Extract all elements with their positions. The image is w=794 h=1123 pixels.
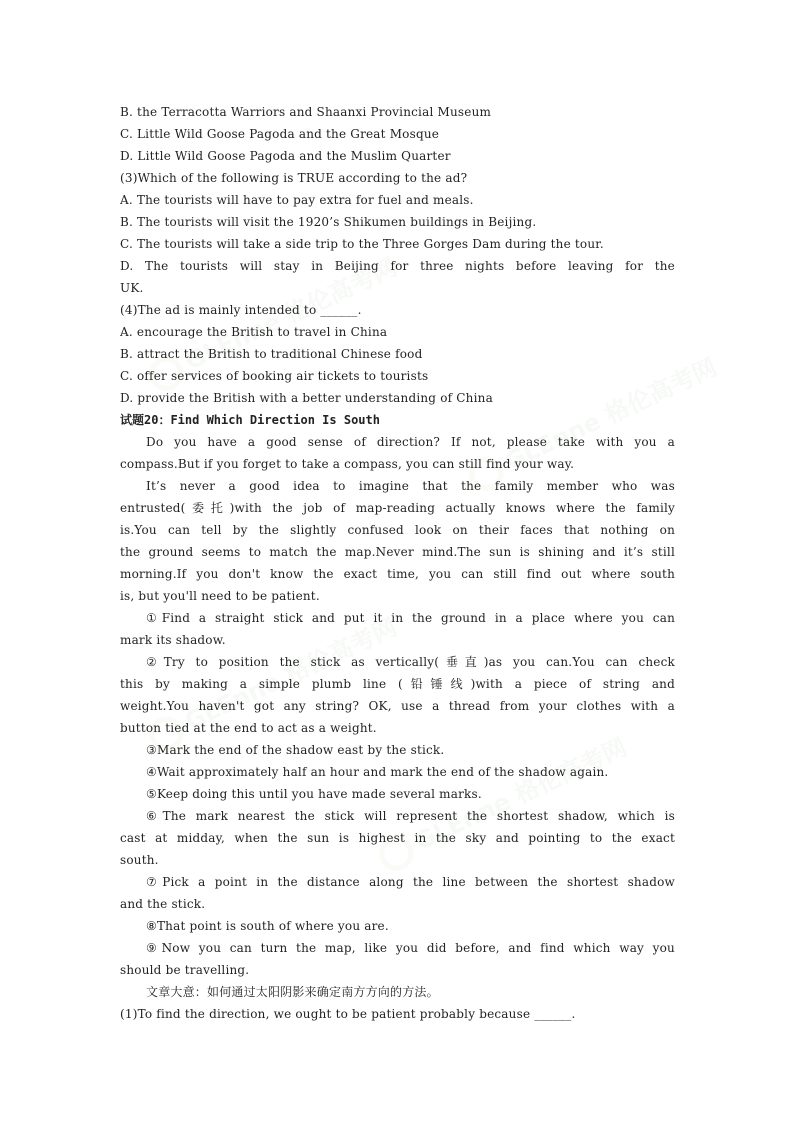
text-line: It’s never a good idea to imagine that the family member who was (146, 479, 675, 493)
text-line: ⑥The mark nearest the stick will represent the shortest shadow, which is (146, 809, 675, 823)
text-line: 文章大意：如何通过太阳阴影来确定南方方向的方法。 (146, 985, 439, 999)
text-line: C. Little Wild Goose Pagoda and the Great Mosque (120, 127, 440, 141)
text-line: ①Find a straight stick and put it in the ground in a place where you can (146, 611, 675, 625)
text-line: (3)Which of the following is TRUE according to the ad? (120, 171, 468, 185)
text-line: button tied at the end to act as a weight. (120, 721, 377, 735)
text-line: C. offer services of booking air tickets to tourists (120, 369, 429, 383)
text-line: (4)The ad is mainly intended to ______. (120, 303, 362, 317)
text-line: entrusted(委托)with the job of map-reading actually knows where the family (120, 501, 675, 515)
text-line: ⑧That point is south of where you are. (146, 919, 389, 933)
text-line: morning.If you don't know the exact time, you can still find out where south (120, 567, 675, 581)
text-line: the ground seems to match the map.Never mind.The sun is shining and it’s still (120, 545, 675, 559)
text-line: cast at midday, when the sun is highest in the sky and pointing to the exact (120, 831, 675, 845)
text-line: is, but you'll need to be patient. (120, 589, 320, 603)
text-line: D. The tourists will stay in Beijing for three nights before leaving for the (120, 259, 675, 273)
text-line: ④Wait approximately half an hour and mark the end of the shadow again. (146, 765, 609, 779)
section-heading: 试题20：Find Which Direction Is South (120, 413, 380, 427)
text-line: B. the Terracotta Warriors and Shaanxi Provincial Museum (120, 105, 492, 119)
text-line: ③Mark the end of the shadow east by the stick. (146, 743, 445, 757)
text-line: ⑦Pick a point in the distance along the line between the shortest shadow (146, 875, 675, 889)
text-line: weight.You haven't got any string? OK, use a thread from your clothes with a (120, 699, 675, 713)
text-line: ②Try to position the stick as vertically(垂直)as you can.You can check (146, 655, 675, 669)
document-page (120, 101, 675, 1025)
text-line: B. attract the British to traditional Chinese food (120, 347, 423, 361)
text-line: should be travelling. (120, 963, 250, 977)
text-line: south. (120, 853, 159, 867)
text-line: Do you have a good sense of direction? If not, please take with you a (146, 435, 675, 449)
text-line: D. Little Wild Goose Pagoda and the Muslim Quarter (120, 149, 451, 163)
text-line: (1)To find the direction, we ought to be patient probably because ______. (120, 1007, 576, 1021)
text-line: UK. (120, 281, 144, 295)
text-line: D. provide the British with a better understanding of China (120, 391, 493, 405)
text-line: this by making a simple plumb line (铅锤线)with a piece of string and (120, 677, 675, 691)
text-line: and the stick. (120, 897, 206, 911)
text-line: A. The tourists will have to pay extra for fuel and meals. (120, 193, 474, 207)
text-line: A. encourage the British to travel in China (120, 325, 388, 339)
text-line: ⑤Keep doing this until you have made several marks. (146, 787, 482, 801)
text-line: compass.But if you forget to take a compass, you can still find your way. (120, 457, 575, 471)
text-line: C. The tourists will take a side trip to the Three Gorges Dam during the tour. (120, 237, 604, 251)
text-line: ⑨Now you can turn the map, like you did before, and find which way you (146, 941, 675, 955)
text-line: mark its shadow. (120, 633, 226, 647)
text-line: B. The tourists will visit the 1920’s Shikumen buildings in Beijing. (120, 215, 537, 229)
text-line: is.You can tell by the slightly confused look on their faces that nothing on (120, 523, 675, 537)
